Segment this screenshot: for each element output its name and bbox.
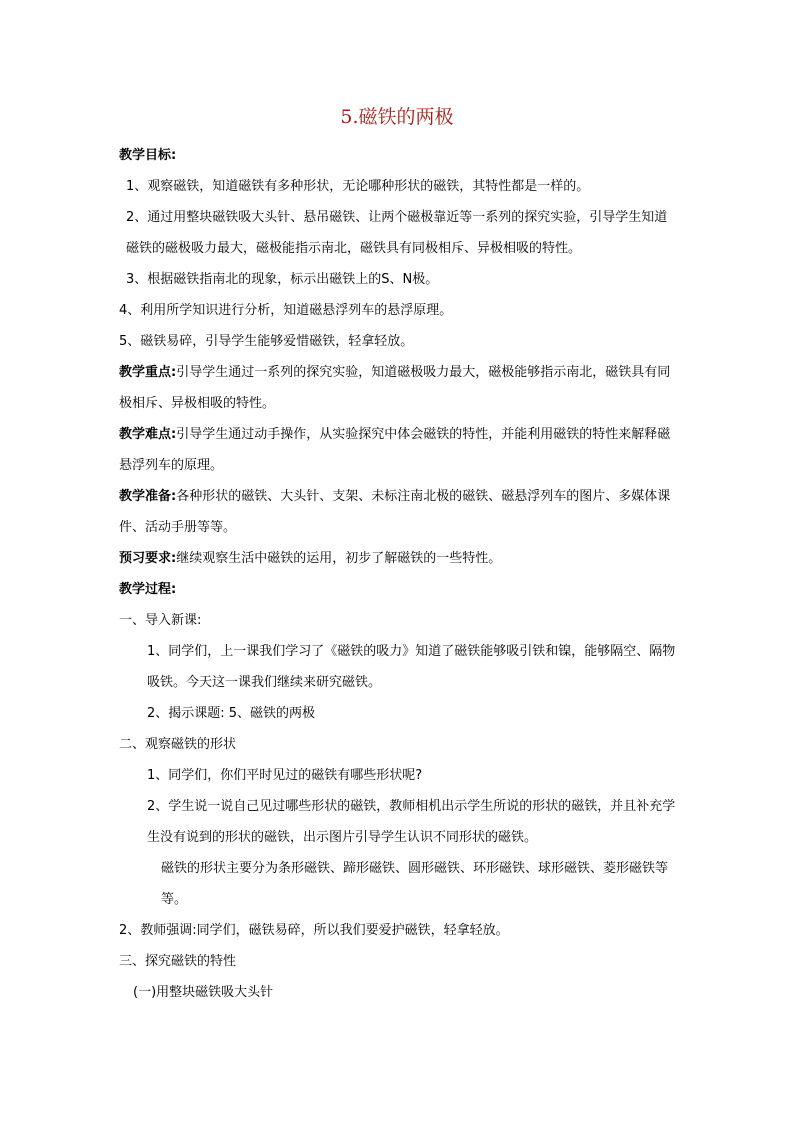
difficulty-label: 教学难点: (119, 427, 177, 442)
preparation-paragraph (119, 481, 677, 543)
objective-item: 5、磁铁易碎，引导学生能够爱惜磁铁，轻拿轻放。 (119, 334, 414, 349)
objective-item: 3、根据磁铁指南北的现象，标示出磁铁上的S、N极。 (126, 272, 439, 287)
key-points-paragraph (119, 357, 677, 419)
preview-paragraph (119, 543, 677, 574)
preview-text: 继续观察生活中磁铁的运用，初步了解磁铁的一些特性。 (176, 551, 502, 566)
section2-title: 二、观察磁铁的形状 (119, 737, 237, 752)
section2-paragraph: 2、教师强调:同学们，磁铁易碎，所以我们要爱护磁铁，轻拿轻放。 (119, 923, 509, 938)
difficulty-text: 引导学生通过动手操作，从实验探究中体会磁铁的特性，并能利用磁铁的特性来解释磁悬浮列车的原理。 (119, 427, 671, 473)
preparation-label: 教学准备: (119, 489, 177, 504)
objective-item: 2、通过用整块磁铁吸大头针、悬吊磁铁、让两个磁极靠近等一系列的探究实验，引导学生知道磁铁的磁极吸力最大，磁极能指示南北，磁铁具有同极相斥、异极相吸的特性。 (126, 210, 668, 256)
key-points-text: 引导学生通过一系列的探究实验，知道磁极吸力最大，磁极能够指示南北，磁铁具有同极相斥、异极相吸的特性。 (119, 365, 671, 411)
preparation-text: 各种形状的磁铁、大头针、支架、未标注南北极的磁铁、磁悬浮列车的图片、多媒体课件、活动手册等等。 (119, 489, 671, 535)
section3-subtitle: (一)用整块磁铁吸大头针 (133, 985, 274, 1000)
preview-label: 预习要求: (119, 551, 177, 566)
section1-title: 一、导入新课: (119, 613, 202, 628)
section1-paragraph: 1、同学们，上一课我们学习了《磁铁的吸力》知道了磁铁能够吸引铁和镍，能够隔空、隔物吸铁。今天这一课我们继续来研究磁铁。 (147, 644, 676, 690)
document-body (119, 140, 677, 1008)
section2-paragraph: 1、同学们，你们平时见过的磁铁有哪些形状呢? (147, 768, 423, 783)
key-points-label: 教学重点: (119, 365, 177, 380)
section2-paragraph: 磁铁的形状主要分为条形磁铁、蹄形磁铁、圆形磁铁、环形磁铁、球形磁铁、菱形磁铁等等。 (161, 861, 669, 907)
objective-item: 1、观察磁铁，知道磁铁有多种形状，无论哪种形状的磁铁，其特性都是一样的。 (126, 179, 590, 194)
section1-paragraph: 2、揭示课题: 5、磁铁的两极 (147, 706, 316, 721)
document-title: 5.磁铁的两极 (340, 106, 454, 128)
section2-paragraph: 2、学生说一说自己见过哪些形状的磁铁，教师相机出示学生所说的形状的磁铁，并且补充学生没有说到的形状的磁铁，出示图片引导学生认识不同形状的磁铁。 (147, 799, 676, 845)
objectives-heading: 教学目标: (119, 148, 177, 163)
process-heading: 教学过程: (119, 582, 177, 597)
difficulty-paragraph (119, 419, 677, 481)
objective-item: 4、利用所学知识进行分析，知道磁悬浮列车的悬浮原理。 (119, 303, 453, 318)
section3-title: 三、探究磁铁的特性 (119, 954, 237, 969)
